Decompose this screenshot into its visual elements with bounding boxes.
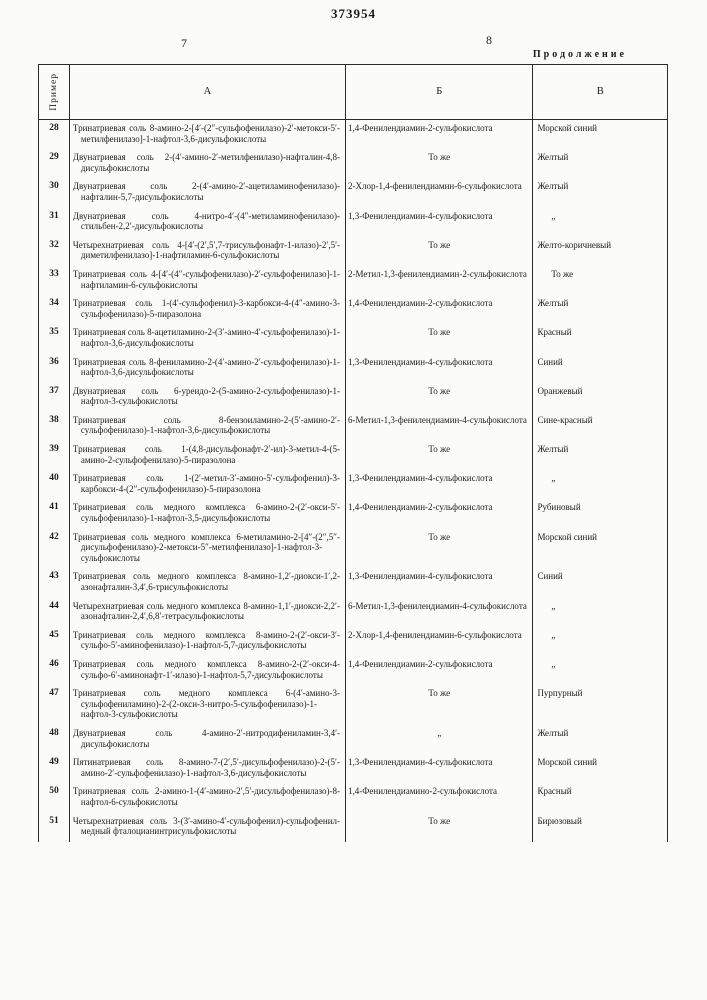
compound-b-cell: 1,4-Фенилендиамин-2-сульфокислота: [345, 656, 532, 685]
table-row: [39, 754, 667, 783]
color-result-cell: Морской синий: [532, 529, 667, 569]
compound-b-cell: 1,4-Фенилендиамино-2-сульфокислота: [345, 783, 532, 812]
compound-a-cell: Тринатриевая соль медного комплекса 6-метиламино-2-[4″-(2″,5″-дисульфофенилазо)-2-метокси-5″-метилфенилазо]-1-нафтол-3-сульфокислоты: [69, 529, 345, 569]
compound-a-cell: Тринатриевая соль 1-(2′-метил-3′-амино-5′-сульфофенил)-3-карбокси-4-(2″-сульфофенилазо)-5-пиразолона: [69, 470, 345, 499]
example-number: 34: [49, 298, 59, 309]
color-result-cell: „: [532, 470, 667, 499]
compound-b-cell: 1,4-Фенилендиамин-2-сульфокислота: [345, 499, 532, 528]
table-row: [39, 324, 667, 353]
color-result-cell: Сине-красный: [532, 412, 667, 441]
example-number: 39: [49, 444, 59, 455]
compound-a-cell: Двунатриевая соль 6-уреидо-2-(5-амино-2-сульфофенилазо)-1-нафтол-3-сульфокислоты: [69, 383, 345, 412]
compound-b-cell: 1,4-Фенилендиамин-2-сульфокислота: [345, 120, 532, 149]
table-row: [39, 178, 667, 207]
example-number: 38: [49, 414, 59, 425]
color-result-cell: Оранжевый: [532, 383, 667, 412]
compound-b-cell: То же: [345, 383, 532, 412]
table-row: [39, 266, 667, 295]
compound-a-cell: Тринатриевая соль медного комплекса 8-амино-1,2′-диокси-1′,2-азонафталин-3,4′,6-трисульфокислоты: [69, 568, 345, 597]
table-row: [39, 529, 667, 569]
example-number: 50: [49, 786, 59, 797]
table-row: [39, 470, 667, 499]
example-number: 35: [49, 327, 59, 338]
example-number: 30: [49, 181, 59, 192]
compound-b-cell: 1,3-Фенилендиамин-4-сульфокислота: [345, 568, 532, 597]
compound-a-cell: Тринатриевая соль 8-фениламино-2-(4′-амино-2′-сульфофенилазо)-1-нафтол-3,6-дисульфокислоты: [69, 354, 345, 383]
compound-b-cell: 1,3-Фенилендиамин-4-сульфокислота: [345, 208, 532, 237]
table-row: [39, 813, 667, 842]
compound-b-cell: То же: [345, 324, 532, 353]
compound-b-cell: То же: [345, 441, 532, 470]
color-result-cell: То же: [532, 266, 667, 295]
table-header-row: [39, 64, 667, 120]
color-result-cell: „: [532, 598, 667, 627]
color-result-cell: „: [532, 656, 667, 685]
page-number-right: 8: [486, 33, 492, 47]
compound-a-cell: Тринатриевая соль 4-[4′-(4″-сульфофенилазо)-2′-сульфофенилазо]-1-нафтиламин-6-сульфокислоты: [69, 266, 345, 295]
color-result-cell: Желтый: [532, 178, 667, 207]
compound-b-cell: То же: [345, 149, 532, 178]
color-result-cell: Морской синий: [532, 754, 667, 783]
compound-b-cell: 2-Метил-1,3-фенилендиамин-2-сульфокислота: [345, 266, 532, 295]
example-number: 36: [49, 356, 59, 367]
compound-a-cell: Четырехнатриевая соль медного комплекса 8-амино-1,1′-диокси-2,2′-азонафталин-2,4′,6,8′-тетрасульфокислоты: [69, 598, 345, 627]
example-number: 42: [49, 531, 59, 542]
compound-a-cell: Тринатриевая соль 2-амино-1-(4′-амино-2′,5′-дисульфофенилазо)-8-нафтол-6-сульфокислоты: [69, 783, 345, 812]
example-number: 37: [49, 385, 59, 396]
compound-a-cell: Тринатриевая соль 8-амино-2-[4′-(2″-сульфофенилазо)-2′-метокси-5′-метилфенилазо]-1-нафтол-3,6-дисульфокислоты: [69, 120, 345, 149]
header-example: [39, 65, 69, 119]
compound-b-cell: 1,3-Фенилендиамин-4-сульфокислота: [345, 754, 532, 783]
example-number: 33: [49, 268, 59, 279]
table-row: [39, 412, 667, 441]
compound-b-cell: 2-Хлор-1,4-фенилендиамин-6-сульфокислота: [345, 178, 532, 207]
compound-a-cell: Пятинатриевая соль 8-амино-7-(2′,5′-дисульфофенилазо)-2-(5′-амино-2′-сульфофенилазо)-1-нафтол-3,6-дисульфокислоты: [69, 754, 345, 783]
compound-b-cell: 1,4-Фенилендиамин-2-сульфокислота: [345, 295, 532, 324]
color-result-cell: Желто-коричневый: [532, 237, 667, 266]
color-result-cell: Желтый: [532, 295, 667, 324]
compound-a-cell: Тринатриевая соль медного комплекса 6-(4′-амино-3-сульфофениламино)-2-(2-окси-3-нитро-5-сульфофенилазо)-1-нафтол-3-сульфокислоты: [69, 685, 345, 725]
table-row: [39, 208, 667, 237]
color-result-cell: Синий: [532, 354, 667, 383]
page-number-left: 7: [181, 36, 187, 50]
example-number: 31: [49, 210, 59, 221]
compound-a-cell: Двунатриевая соль 2-(4′-амино-2′-ацетиламинофенилазо)-нафталин-5,7-дисульфокислоты: [69, 178, 345, 207]
color-result-cell: Желтый: [532, 725, 667, 754]
example-number: 46: [49, 658, 59, 669]
compound-b-cell: 6-Метил-1,3-фенилендиамин-4-сульфокислота: [345, 598, 532, 627]
compounds-table: [38, 64, 668, 842]
color-result-cell: Бирюзовый: [532, 813, 667, 842]
color-result-cell: „: [532, 208, 667, 237]
example-number: 43: [49, 571, 59, 582]
header-column-c: В: [532, 65, 667, 119]
compound-b-cell: 6-Метил-1,3-фенилендиамин-4-сульфокислота: [345, 412, 532, 441]
example-number: 32: [49, 239, 59, 250]
table-row: [39, 499, 667, 528]
compound-a-cell: Тринатриевая соль 8-ацетиламино-2-(3′-амино-4′-сульфофенилазо)-1-нафтол-3,6-дисульфокислоты: [69, 324, 345, 353]
compound-a-cell: Двунатриевая соль 2-(4′-амино-2′-метилфенилазо)-нафталин-4,8-дисульфокислоты: [69, 149, 345, 178]
example-number: 47: [49, 688, 59, 699]
table-row: [39, 120, 667, 149]
table-row: [39, 237, 667, 266]
table-row: [39, 149, 667, 178]
patent-number: 373954: [331, 6, 376, 21]
example-number: 48: [49, 727, 59, 738]
example-number: 41: [49, 502, 59, 513]
color-result-cell: Морской синий: [532, 120, 667, 149]
compound-a-cell: Тринатриевая соль медного комплекса 8-амино-2-(2′-окси-4-сульфо-6′-аминонафт-1′-илазо)-1-нафтол-5,7-дисульфокислоты: [69, 656, 345, 685]
table-row: [39, 568, 667, 597]
table-row: [39, 441, 667, 470]
table-body: [39, 120, 667, 842]
example-number: 49: [49, 757, 59, 768]
compound-a-cell: Четырехнатриевая соль 4-[4′-(2′,5′,7-трисульфонафт-1-илазо)-2′,5′-диметилфенилазо]-1-нафтиламин-6-сульфокислоты: [69, 237, 345, 266]
table-row: [39, 783, 667, 812]
compound-a-cell: Тринатриевая соль 8-бензоиламино-2-(5′-амино-2′-сульфофенилазо)-1-нафтол-3,6-дисульфокислоты: [69, 412, 345, 441]
compound-a-cell: Тринатриевая соль 1-(4′-сульфофенил)-3-карбокси-4-(4″-амино-3-сульфофенилазо)-5-пиразолона: [69, 295, 345, 324]
compound-a-cell: Тринатриевая соль 1-(4,8-дисульфонафт-2′-ил)-3-метил-4-(5-амино-2-сульфофенилазо)-5-пиразолона: [69, 441, 345, 470]
compound-b-cell: 2-Хлор-1,4-фенилендиамин-6-сульфокислота: [345, 627, 532, 656]
compound-b-cell: То же: [345, 237, 532, 266]
color-result-cell: Желтый: [532, 149, 667, 178]
color-result-cell: Красный: [532, 324, 667, 353]
example-number: 29: [49, 152, 59, 163]
example-number: 40: [49, 473, 59, 484]
example-number: 28: [49, 123, 59, 133]
example-number: 45: [49, 629, 59, 640]
continuation-label: Продолжение: [532, 49, 627, 60]
table-row: [39, 598, 667, 627]
compound-b-cell: 1,3-Фенилендиамин-4-сульфокислота: [345, 470, 532, 499]
compound-b-cell: То же: [345, 685, 532, 725]
table-row: [39, 295, 667, 324]
compound-b-cell: То же: [345, 529, 532, 569]
header-column-a: А: [69, 65, 345, 119]
compound-b-cell: „: [345, 725, 532, 754]
header-example-label: Пример: [48, 73, 59, 111]
table-row: [39, 725, 667, 754]
table-row: [39, 627, 667, 656]
example-number: 44: [49, 600, 59, 611]
color-result-cell: Рубиновый: [532, 499, 667, 528]
compound-b-cell: 1,3-Фенилендиамин-4-сульфокислота: [345, 354, 532, 383]
compound-a-cell: Тринатриевая соль медного комплекса 8-амино-2-(2′-окси-3′-сульфо-5′-аминофенилазо)-1-нафтол-5,7-дисульфокислоты: [69, 627, 345, 656]
table-row: [39, 685, 667, 725]
example-number: 51: [49, 815, 59, 826]
compound-a-cell: Четырехнатриевая соль 3-(3′-амино-4′-сульфофенил)-сульфофенил-медный фталоцианинтрисульфокислоты: [69, 813, 345, 842]
header-column-b: Б: [345, 65, 532, 119]
compound-b-cell: То же: [345, 813, 532, 842]
table-row: [39, 383, 667, 412]
compound-a-cell: Тринатриевая соль медного комплекса 6-амино-2-(2′-окси-5′-сульфофенилазо)-1-нафтол-3,5-дисульфокислоты: [69, 499, 345, 528]
color-result-cell: Пурпурный: [532, 685, 667, 725]
color-result-cell: Красный: [532, 783, 667, 812]
compound-a-cell: Двунатриевая соль 4-амино-2′-нитродифениламин-3,4′-дисульфокислоты: [69, 725, 345, 754]
color-result-cell: Синий: [532, 568, 667, 597]
color-result-cell: „: [532, 627, 667, 656]
table-row: [39, 354, 667, 383]
color-result-cell: Желтый: [532, 441, 667, 470]
table-row: [39, 656, 667, 685]
compound-a-cell: Двунатриевая соль 4-нитро-4′-(4″-метиламинофенилазо)-стильбен-2,2′-дисульфокислоты: [69, 208, 345, 237]
